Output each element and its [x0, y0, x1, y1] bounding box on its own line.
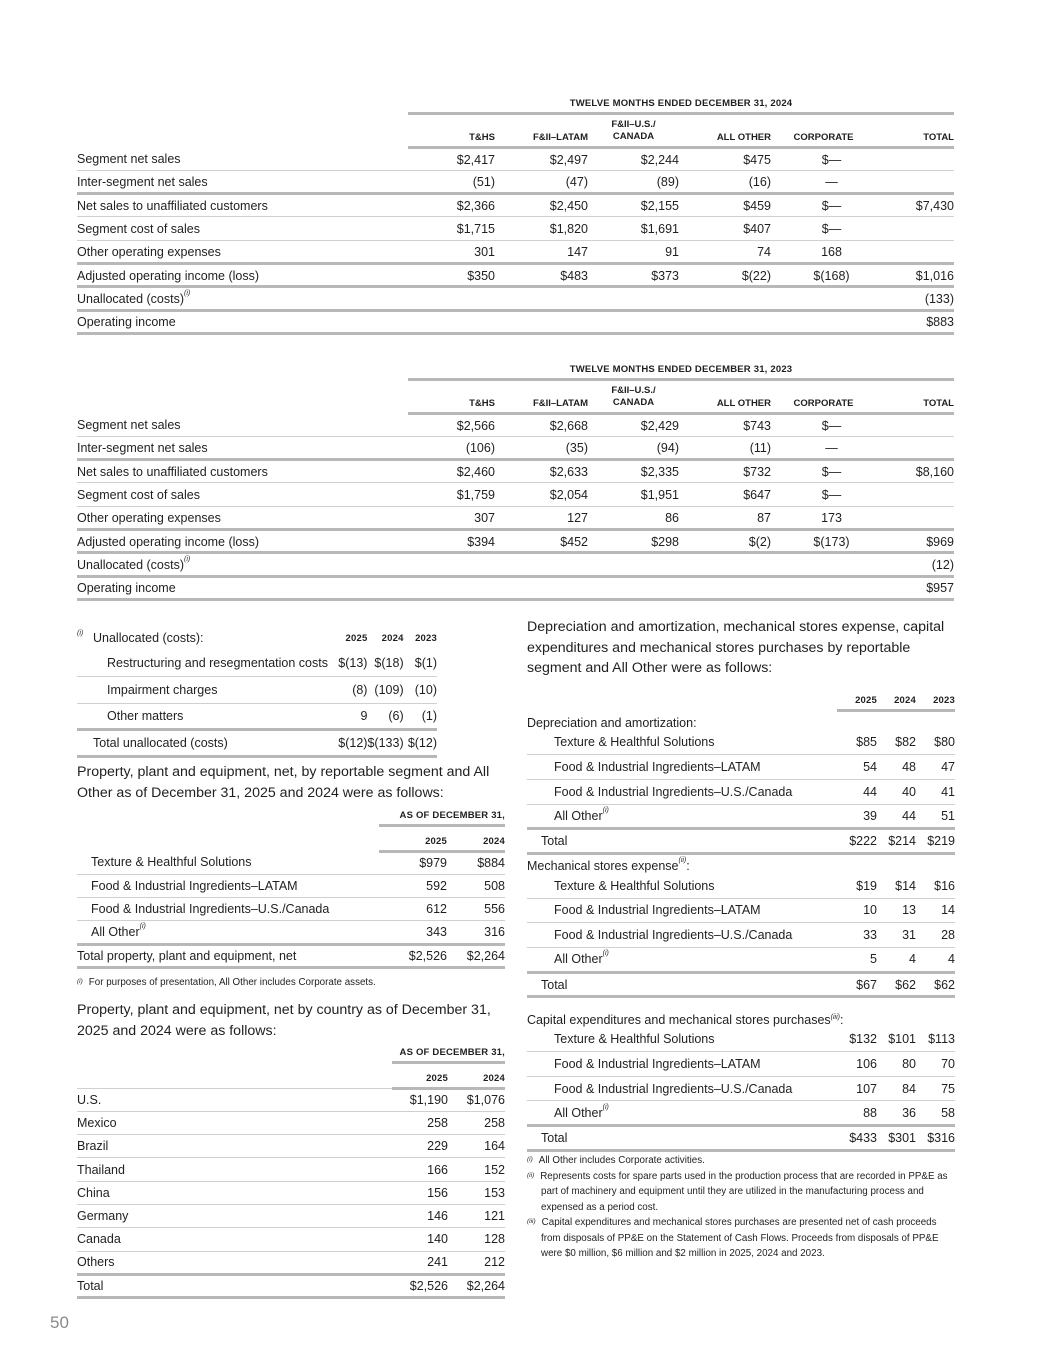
table-row-label: Brazil — [77, 1135, 392, 1158]
table-total-label: Total — [527, 829, 837, 854]
table-cell: $301 — [877, 1126, 916, 1151]
table-cell: 33 — [837, 923, 877, 948]
dna-intro: Depreciation and amortization, mechanical stores expense, capital expenditures and mechanical stores purchases by reportable segment and All Other were as follows: — [527, 619, 945, 676]
table-cell: 39 — [837, 804, 877, 829]
table-cell: 40 — [877, 779, 916, 804]
table-row-label: All Other$^{(i)}$ — [77, 921, 379, 944]
table-row-label: Germany — [77, 1204, 392, 1227]
col-all-other: ALL OTHER — [679, 115, 771, 147]
table-cell: $298 — [588, 529, 679, 552]
table-cell: $2,366 — [408, 194, 495, 217]
table-cell: $2,054 — [495, 483, 588, 506]
table-cell: 36 — [877, 1101, 916, 1126]
period-header: TWELVE MONTHS ENDED DECEMBER 31, 2024 — [408, 98, 954, 115]
table-cell: $19 — [837, 873, 877, 898]
ppe-segment-intro: Property, plant and equipment, net, by reportable segment and All Other as of December 31, 2025 and 2024 were as follows: — [77, 764, 490, 801]
table-cell — [408, 553, 495, 576]
table-cell: 13 — [877, 898, 916, 923]
table-cell: $219 — [916, 829, 955, 854]
table-row — [77, 240, 954, 263]
table-cell: $80 — [916, 730, 955, 755]
table-cell: $2,668 — [495, 413, 588, 436]
table-row-label: Food & Industrial Ingredients–U.S./Canada — [77, 898, 379, 921]
table-row-label: Mexico — [77, 1111, 392, 1134]
table-cell: 87 — [679, 506, 771, 529]
col-total: TOTAL — [864, 381, 954, 413]
table-cell: 5 — [837, 948, 877, 973]
table-cell: (12) — [864, 553, 954, 576]
table-cell: 128 — [448, 1228, 505, 1251]
section-header-row — [527, 997, 955, 1027]
table-cell — [771, 576, 864, 599]
table-row-label: Texture & Healthful Solutions — [527, 873, 837, 898]
table-row-label: Other matters — [77, 703, 334, 730]
table-cell — [495, 310, 588, 333]
table-row — [527, 755, 955, 780]
table-cell: $1,759 — [408, 483, 495, 506]
table-total-row — [527, 1126, 955, 1151]
table-cell — [864, 436, 954, 459]
table-row — [77, 147, 954, 170]
table-cell: 307 — [408, 506, 495, 529]
table-cell: 70 — [916, 1052, 955, 1077]
table-cell — [864, 413, 954, 436]
table-row — [77, 287, 954, 310]
table-row-label: Food & Industrial Ingredients–LATAM — [527, 1052, 837, 1077]
table-cell: (35) — [495, 436, 588, 459]
ppe-country-table: AS OF DECEMBER 31, 2025 2024 U.S. $1,190 $1,076 Mexico 258 258 Brazil 229 164 Thailand 166 152 China 156 153 Germany 146 121 Canada 140 128 Others 241 212 Total $2,526 $2,264 — [77, 1047, 505, 1299]
unallocated-title: Unallocated (costs): — [93, 631, 204, 645]
table-cell: $1,820 — [495, 217, 588, 240]
table-row-label: Operating income — [77, 576, 408, 599]
table-cell: $1,951 — [588, 483, 679, 506]
table-cell: $373 — [588, 263, 679, 286]
table-cell — [679, 576, 771, 599]
table-row — [77, 576, 954, 599]
table-cell: 107 — [837, 1076, 877, 1101]
table-row — [527, 1052, 955, 1077]
table-cell: 212 — [448, 1251, 505, 1274]
table-cell: 80 — [877, 1052, 916, 1077]
table-cell — [588, 287, 679, 310]
table-cell: $— — [771, 147, 864, 170]
table-cell — [408, 287, 495, 310]
table-cell: (94) — [588, 436, 679, 459]
table-total-row — [77, 1274, 505, 1297]
ppe-segment-table: AS OF DECEMBER 31, 2025 2024 Texture & Healthful Solutions $979 $884 Food & Industrial Ingredients–LATAM 592 508 Food & Industrial Ingredients–U.S./Canada 612 556 All Other$^{(i)}$ 343 316 Total property, plant and equipment, net $2,526 $2,264 — [77, 810, 505, 969]
table-cell: $2,633 — [495, 460, 588, 483]
table-cell: 127 — [495, 506, 588, 529]
section-title: Depreciation and amortization: — [527, 716, 697, 730]
table-row — [77, 553, 954, 576]
table-cell: $2,335 — [588, 460, 679, 483]
table-row-label: Canada — [77, 1228, 392, 1251]
table-cell — [864, 147, 954, 170]
table-cell: (133) — [864, 287, 954, 310]
table-cell: $1,190 — [392, 1088, 448, 1111]
table-row — [77, 1204, 505, 1227]
table-row — [77, 460, 954, 483]
table-cell: 156 — [392, 1181, 448, 1204]
table-cell: $433 — [837, 1126, 877, 1151]
table-cell: $647 — [679, 483, 771, 506]
table-row — [77, 413, 954, 436]
table-row — [77, 1158, 505, 1181]
table-row — [527, 1101, 955, 1126]
table-row — [77, 263, 954, 286]
dna-table: 2025 2024 2023 Depreciation and amortization: Texture & Healthful Solutions $85 $82 $80 Food & Industrial Ingredients–LATAM 54 48 47 Food & Industrial Ingredients–U.S./Canada 44 40 41 All Other$^{(i)}$ 39 44 51 Total $222 $214 $219 Mechanical stores expense$^{(ii)}$: Texture & Healthful Solutions $19 $14 $16 Food & Industrial Ingredients–LATAM 10 13 14 Food & Industrial Ingredients–U.S./Canada 33 31 28 All Other$^{(i)}$ 5 4 4 Total $67 $62 $62 Capital expenditures and mechanical stores purchases$^{(iii)}$: Texture & Healthful Solutions $132 $101 $113 Food & Industrial Ingredients–LATAM 106 80 70 Food & Industrial Ingredients–U.S./Canada 107 84 75 All Other$^{(i)}$ 88 36 58 Total $433 $301 $316 — [527, 686, 955, 1152]
table-cell: $2,566 — [408, 413, 495, 436]
table-row-label: Texture & Healthful Solutions — [527, 730, 837, 755]
table-row — [77, 1135, 505, 1158]
table-cell: 86 — [588, 506, 679, 529]
table-row — [527, 898, 955, 923]
table-cell: (11) — [679, 436, 771, 459]
table-cell: 84 — [877, 1076, 916, 1101]
table-row-label: Restructuring and resegmentation costs — [77, 650, 334, 677]
section-title: Mechanical stores expense$^{(ii)}$: — [527, 857, 690, 874]
table-row — [77, 1228, 505, 1251]
table-cell: 44 — [877, 804, 916, 829]
table-cell: $67 — [837, 972, 877, 997]
table-cell: (89) — [588, 170, 679, 193]
table-cell: 146 — [392, 1204, 448, 1227]
table-cell: 301 — [408, 240, 495, 263]
table-cell: 106 — [837, 1052, 877, 1077]
table-cell: $(2) — [679, 529, 771, 552]
table-cell — [588, 576, 679, 599]
table-cell: 75 — [916, 1076, 955, 1101]
table-cell: $732 — [679, 460, 771, 483]
table-cell: 44 — [837, 779, 877, 804]
table-cell — [679, 310, 771, 333]
col-fii-latam: F&II–LATAM — [495, 381, 588, 413]
table-cell: 74 — [679, 240, 771, 263]
table-cell: 41 — [916, 779, 955, 804]
table-cell: $82 — [877, 730, 916, 755]
table-row — [77, 1088, 505, 1111]
table-cell: $8,160 — [864, 460, 954, 483]
col-fii-us-canada: F&II–U.S./ CANADA — [588, 115, 679, 147]
table-row — [77, 1251, 505, 1274]
table-row-label: Segment cost of sales — [77, 217, 408, 240]
table-row — [77, 310, 954, 333]
table-cell — [588, 553, 679, 576]
table-total-row — [527, 829, 955, 854]
table-total-label: Total — [77, 1274, 392, 1297]
table-cell: $— — [771, 194, 864, 217]
table-cell: 10 — [837, 898, 877, 923]
table-cell: $459 — [679, 194, 771, 217]
section-header-row — [527, 853, 955, 873]
table-cell: $(173) — [771, 529, 864, 552]
table-cell: $2,155 — [588, 194, 679, 217]
table-cell — [588, 310, 679, 333]
table-cell: (51) — [408, 170, 495, 193]
table-cell: 51 — [916, 804, 955, 829]
section-header-row — [527, 710, 955, 730]
ppe-country-intro: Property, plant and equipment, net by country as of December 31, 2025 and 2024 were as follows: — [77, 1002, 491, 1039]
table-row — [527, 1027, 955, 1052]
table-cell: 4 — [877, 948, 916, 973]
table-cell: $316 — [916, 1126, 955, 1151]
table-row — [77, 483, 954, 506]
table-cell: $407 — [679, 217, 771, 240]
table-cell — [864, 483, 954, 506]
table-cell: (106) — [408, 436, 495, 459]
col-fii-us-canada: F&II–U.S./ CANADA — [588, 381, 679, 413]
table-row-label: Other operating expenses — [77, 506, 408, 529]
table-row — [77, 506, 954, 529]
table-cell: $483 — [495, 263, 588, 286]
table-cell — [771, 287, 864, 310]
table-cell — [408, 310, 495, 333]
table-row-label: Operating income — [77, 310, 408, 333]
table-total-label: Total property, plant and equipment, net — [77, 944, 379, 967]
table-cell: $2,497 — [495, 147, 588, 170]
table-row — [77, 1111, 505, 1134]
table-cell: 241 — [392, 1251, 448, 1274]
table-total-label: Total — [527, 972, 837, 997]
table-cell: 147 — [495, 240, 588, 263]
table-cell — [864, 506, 954, 529]
table-cell: $(168) — [771, 263, 864, 286]
table-row-label: Food & Industrial Ingredients–LATAM — [527, 755, 837, 780]
table-cell: $— — [771, 460, 864, 483]
table-cell: $101 — [877, 1027, 916, 1052]
table-row-label: Unallocated (costs)$^{(i)}$ — [77, 553, 408, 576]
table-cell — [679, 287, 771, 310]
col-ths: T&HS — [408, 115, 495, 147]
table-total-label: Total unallocated (costs) — [77, 730, 334, 757]
table-cell: $1,691 — [588, 217, 679, 240]
table-cell: 166 — [392, 1158, 448, 1181]
table-row — [527, 923, 955, 948]
page-number: 50 — [50, 1313, 69, 1332]
table-cell: 168 — [771, 240, 864, 263]
table-cell: 28 — [916, 923, 955, 948]
table-row-label: All Other$^{(i)}$ — [527, 1101, 837, 1126]
table-row-label: All Other$^{(i)}$ — [527, 948, 837, 973]
footnote-marker: (i) — [77, 630, 84, 637]
col-total: TOTAL — [864, 115, 954, 147]
table-cell: 121 — [448, 1204, 505, 1227]
table-cell: $62 — [877, 972, 916, 997]
table-row-label: Segment net sales — [77, 413, 408, 436]
table-cell: $113 — [916, 1027, 955, 1052]
table-row-label: Adjusted operating income (loss) — [77, 263, 408, 286]
unallocated-costs-table: (i) Unallocated (costs): 2025 2024 2023 Restructuring and resegmentation costs $(13) $(18) $(1) Impairment charges (8) (109) (10) Other matters 9 (6) (1) Total unallocated (costs) $(12) $(133) $(12) — [77, 626, 437, 758]
ppe-segment-footnote: $^{(i)}$ For purposes of presentation, All Other includes Corporate assets. — [77, 977, 376, 988]
table-cell: 258 — [392, 1111, 448, 1134]
table-row-label: Food & Industrial Ingredients–LATAM — [527, 898, 837, 923]
table-cell: $85 — [837, 730, 877, 755]
table-cell: $222 — [837, 829, 877, 854]
table-cell: $16 — [916, 873, 955, 898]
table-cell: 4 — [916, 948, 955, 973]
table-row-label: Others — [77, 1251, 392, 1274]
table-row-label: U.S. — [77, 1088, 392, 1111]
col-all-other: ALL OTHER — [679, 381, 771, 413]
table-cell — [495, 553, 588, 576]
table-cell: $452 — [495, 529, 588, 552]
table-row — [77, 436, 954, 459]
table-row — [527, 730, 955, 755]
table-row — [77, 1181, 505, 1204]
table-cell — [864, 240, 954, 263]
table-row — [527, 1076, 955, 1101]
table-cell: 229 — [392, 1135, 448, 1158]
table-row-label: Food & Industrial Ingredients–U.S./Canada — [527, 1076, 837, 1101]
table-cell: 164 — [448, 1135, 505, 1158]
table-row — [527, 948, 955, 973]
table-cell — [495, 287, 588, 310]
table-cell — [495, 576, 588, 599]
table-cell: 258 — [448, 1111, 505, 1134]
table-cell: 31 — [877, 923, 916, 948]
col-corporate: CORPORATE — [771, 115, 864, 147]
table-cell: (47) — [495, 170, 588, 193]
table-cell: 14 — [916, 898, 955, 923]
table-cell: $2,429 — [588, 413, 679, 436]
table-cell: $62 — [916, 972, 955, 997]
table-row-label: Net sales to unaffiliated customers — [77, 194, 408, 217]
table-cell: 54 — [837, 755, 877, 780]
table-row — [77, 529, 954, 552]
table-total-row — [527, 972, 955, 997]
table-row — [527, 804, 955, 829]
col-ths: T&HS — [408, 381, 495, 413]
table-cell: 91 — [588, 240, 679, 263]
table-cell: $214 — [877, 829, 916, 854]
table-cell: $969 — [864, 529, 954, 552]
table-row-label: Thailand — [77, 1158, 392, 1181]
table-row-label: Texture & Healthful Solutions — [527, 1027, 837, 1052]
table-cell: $2,417 — [408, 147, 495, 170]
table-cell: $(22) — [679, 263, 771, 286]
table-row-label: Food & Industrial Ingredients–U.S./Canada — [527, 923, 837, 948]
table-cell: $394 — [408, 529, 495, 552]
table-cell: $350 — [408, 263, 495, 286]
table-row — [77, 194, 954, 217]
table-cell: $— — [771, 217, 864, 240]
table-cell: 140 — [392, 1228, 448, 1251]
table-row-label: Inter-segment net sales — [77, 436, 408, 459]
table-cell: $2,460 — [408, 460, 495, 483]
table-cell: — — [771, 436, 864, 459]
table-row-label: All Other$^{(i)}$ — [527, 804, 837, 829]
table-row — [527, 873, 955, 898]
table-cell: $743 — [679, 413, 771, 436]
table-cell — [771, 553, 864, 576]
period-header: TWELVE MONTHS ENDED DECEMBER 31, 2023 — [408, 364, 954, 381]
table-cell: $2,244 — [588, 147, 679, 170]
table-row-label: Unallocated (costs)$^{(i)}$ — [77, 287, 408, 310]
table-cell: $— — [771, 483, 864, 506]
table-row-label: Other operating expenses — [77, 240, 408, 263]
table-cell: $7,430 — [864, 194, 954, 217]
table-cell — [864, 217, 954, 240]
table-cell: $957 — [864, 576, 954, 599]
table-row-label: Food & Industrial Ingredients–LATAM — [77, 874, 379, 897]
table-cell: $475 — [679, 147, 771, 170]
table-cell: 173 — [771, 506, 864, 529]
table-row — [527, 779, 955, 804]
section-title: Capital expenditures and mechanical stores purchases$^{(iii)}$: — [527, 1012, 844, 1027]
table-row-label: Inter-segment net sales — [77, 170, 408, 193]
table-cell: $1,076 — [448, 1088, 505, 1111]
table-row-label: Texture & Healthful Solutions — [77, 851, 379, 874]
table-cell: $2,264 — [448, 1274, 505, 1297]
table-cell: $1,016 — [864, 263, 954, 286]
table-cell: 48 — [877, 755, 916, 780]
table-cell: 88 — [837, 1101, 877, 1126]
table-row-label: Segment cost of sales — [77, 483, 408, 506]
table-row — [77, 217, 954, 240]
table-cell: — — [771, 170, 864, 193]
table-row — [77, 170, 954, 193]
table-cell: $14 — [877, 873, 916, 898]
table-total-label: Total — [527, 1126, 837, 1151]
table-cell: 47 — [916, 755, 955, 780]
table-cell: 152 — [448, 1158, 505, 1181]
table-cell: $— — [771, 413, 864, 436]
table-row-label: Impairment charges — [77, 677, 334, 704]
table-cell: $2,450 — [495, 194, 588, 217]
table-cell: 153 — [448, 1181, 505, 1204]
table-row-label: Segment net sales — [77, 147, 408, 170]
table-cell — [408, 576, 495, 599]
col-corporate: CORPORATE — [771, 381, 864, 413]
table-row-label: Net sales to unaffiliated customers — [77, 460, 408, 483]
table-row-label: China — [77, 1181, 392, 1204]
table-cell — [679, 553, 771, 576]
dna-footnotes: $^{(i)}$ All Other includes Corporate activities. $^{(ii)}$ Represents costs for spare parts used in the production process that are recorded in PP&E as part of machinery and equipment until they are utilized in the manufacturing process and expensed as a period cost. $^{(iii)}$ Capital expenditures and mechanical stores purchases are presented net of cash proceeds from disposals of PP&E on the Statement of Cash Flows. Proceeds from disposals of PP&E were $0 million, $6 million and $2 million in 2025, 2024 and 2023. — [527, 1155, 948, 1259]
col-fii-latam: F&II–LATAM — [495, 115, 588, 147]
table-cell: $1,715 — [408, 217, 495, 240]
table-cell: (16) — [679, 170, 771, 193]
table-cell: $883 — [864, 310, 954, 333]
table-cell — [864, 170, 954, 193]
table-row-label: Food & Industrial Ingredients–U.S./Canada — [527, 779, 837, 804]
table-cell: 58 — [916, 1101, 955, 1126]
table-cell: $2,526 — [392, 1274, 448, 1297]
table-cell — [771, 310, 864, 333]
table-cell: $132 — [837, 1027, 877, 1052]
table-row-label: Adjusted operating income (loss) — [77, 529, 408, 552]
